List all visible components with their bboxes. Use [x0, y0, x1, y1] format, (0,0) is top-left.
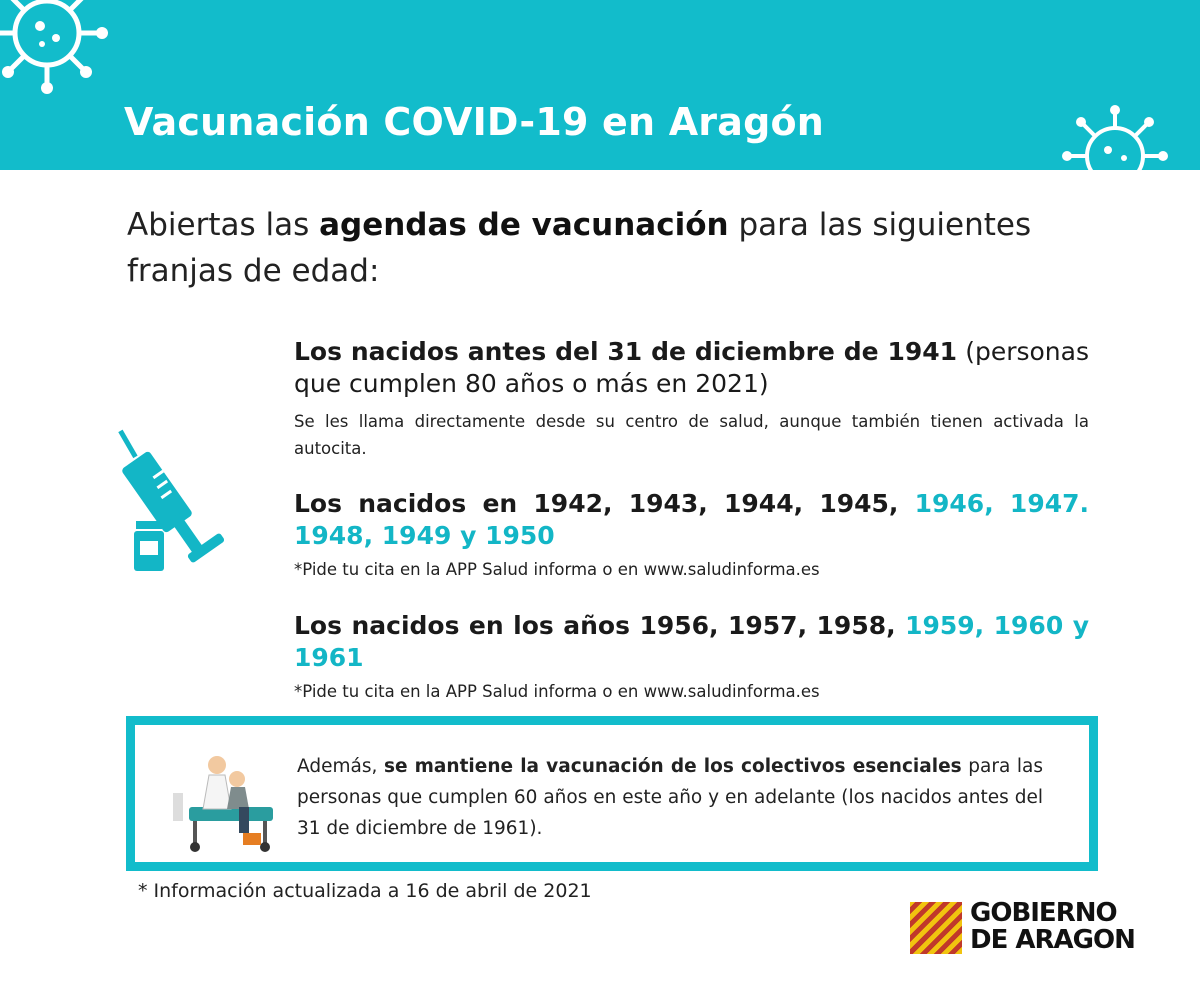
- age-group-heading: Los nacidos en 1942, 1943, 1944, 1945, 1946, 1947. 1948, 1949 y 1950: [294, 489, 1090, 550]
- syringe-icon: [118, 425, 238, 575]
- logo-text: GOBIERNO DE ARAGON: [970, 898, 1135, 955]
- page-title: Vacunación COVID-19 en Aragón: [124, 100, 825, 144]
- nurse-patient-illustration: [159, 745, 279, 855]
- virus-icon: [0, 0, 112, 98]
- age-group-1: [294, 336, 1089, 462]
- vaccine-vial-icon: [134, 521, 164, 571]
- age-group-2: [294, 488, 1089, 579]
- intro-text: Abiertas las agendas de vacunación para las siguientes franjas de edad:: [127, 207, 1032, 289]
- age-group-3: [294, 610, 1089, 701]
- header-banner: [0, 0, 1200, 170]
- update-footnote: * Información actualizada a 16 de abril de 2021: [138, 880, 592, 902]
- essential-groups-text: Además, se mantiene la vacunación de los colectivos esenciales para las personas que cumplen 60 años en este año y en adelante (los nacidos antes del 31 de diciembre de 1961).: [297, 756, 1043, 839]
- aragon-flag-icon: [910, 902, 962, 954]
- age-group-note: *Pide tu cita en la APP Salud informa o en www.saludinforma.es: [294, 560, 820, 579]
- essential-groups-box: [126, 716, 1098, 871]
- gobierno-aragon-logo: [910, 900, 1150, 956]
- age-group-heading: Los nacidos antes del 31 de diciembre de 1941 (personas que cumplen 80 años o más en 2021): [294, 337, 1089, 398]
- virus-icon: [1050, 104, 1180, 170]
- age-group-note: Se les llama directamente desde su centro de salud, aunque también tienen activada la autocita.: [294, 412, 1089, 458]
- age-group-heading: Los nacidos en los años 1956, 1957, 1958, 1959, 1960 y 1961: [294, 611, 1089, 672]
- age-group-note: *Pide tu cita en la APP Salud informa o en www.saludinforma.es: [294, 682, 820, 701]
